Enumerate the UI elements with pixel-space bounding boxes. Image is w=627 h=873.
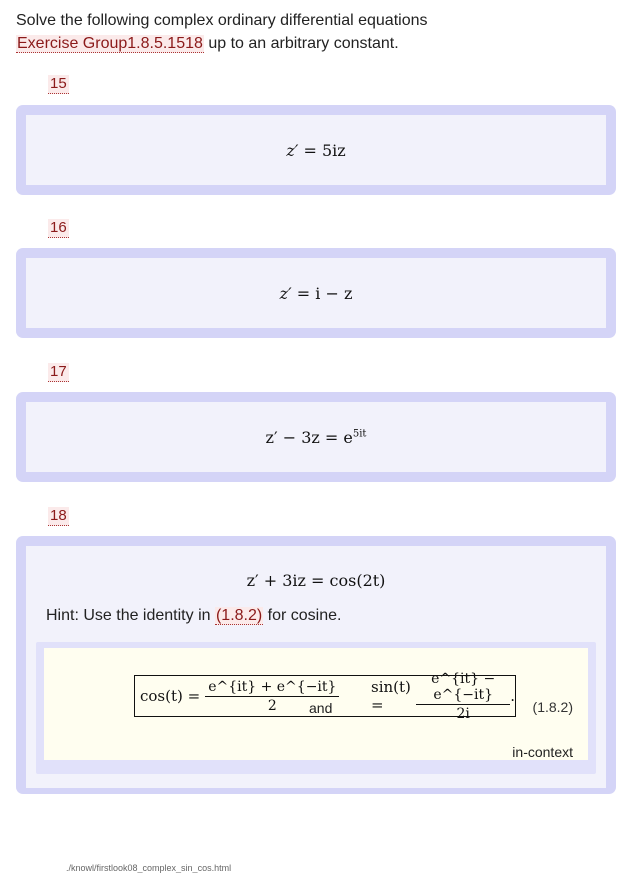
exercise-17-box	[16, 392, 616, 482]
sin-identity	[371, 670, 515, 722]
exercise-18-inner	[26, 546, 606, 873]
intro-tail: up to an arbitrary constant.	[203, 35, 399, 52]
sin-lhs: sin(t) =	[371, 678, 411, 714]
exercise-number-18[interactable]: 18	[50, 507, 67, 524]
sin-fraction	[416, 671, 510, 722]
exercise-17-equation: $z' - 3z = e^{5it}$	[265, 428, 367, 447]
cos-numerator: e^{it} + e^{−it}	[205, 679, 339, 697]
hint-suffix: for cosine.	[263, 607, 342, 624]
knowl-container	[36, 642, 596, 873]
sin-denominator: 2i	[456, 705, 470, 722]
exercise-16-equation: z′ = i − z	[279, 284, 353, 303]
and-word: and	[309, 700, 333, 716]
intro-lead: Solve the following complex ordinary differential equations	[16, 12, 428, 29]
knowl-path: ./knowl/firstlook08_complex_sin_cos.html	[66, 863, 232, 873]
exercise-number-17[interactable]: 17	[50, 363, 67, 380]
exercise-15-inner	[26, 115, 606, 185]
cos-denominator: 2	[267, 697, 277, 714]
exercise-15-equation: z′ = 5iz	[286, 141, 346, 160]
exercise-number-16[interactable]: 16	[50, 219, 67, 236]
exercise-number-15[interactable]: 15	[50, 75, 67, 92]
exercise-16-box	[16, 248, 616, 338]
exercise-18-box	[16, 536, 616, 873]
exercise-group-link[interactable]: Exercise Group1.8.5.1518	[17, 35, 203, 52]
exercise-17-inner	[26, 402, 606, 472]
cos-lhs: cos(t) =	[140, 687, 201, 705]
hint-text	[46, 607, 341, 625]
knowl-content	[44, 648, 588, 760]
exercise-18-equation: z′ + 3iz = cos(2t)	[246, 571, 386, 590]
sin-period: .	[510, 687, 515, 705]
exercise-16-inner	[26, 258, 606, 328]
equation-number: (1.8.2)	[532, 699, 573, 715]
in-context-link[interactable]: in-context	[512, 744, 573, 760]
identity-ref-link[interactable]: (1.8.2)	[215, 607, 263, 624]
intro-text	[16, 9, 606, 55]
sin-numerator: e^{it} − e^{−it}	[416, 671, 510, 705]
hint-prefix: Hint: Use the identity in	[46, 607, 215, 624]
exercise-15-box	[16, 105, 616, 195]
